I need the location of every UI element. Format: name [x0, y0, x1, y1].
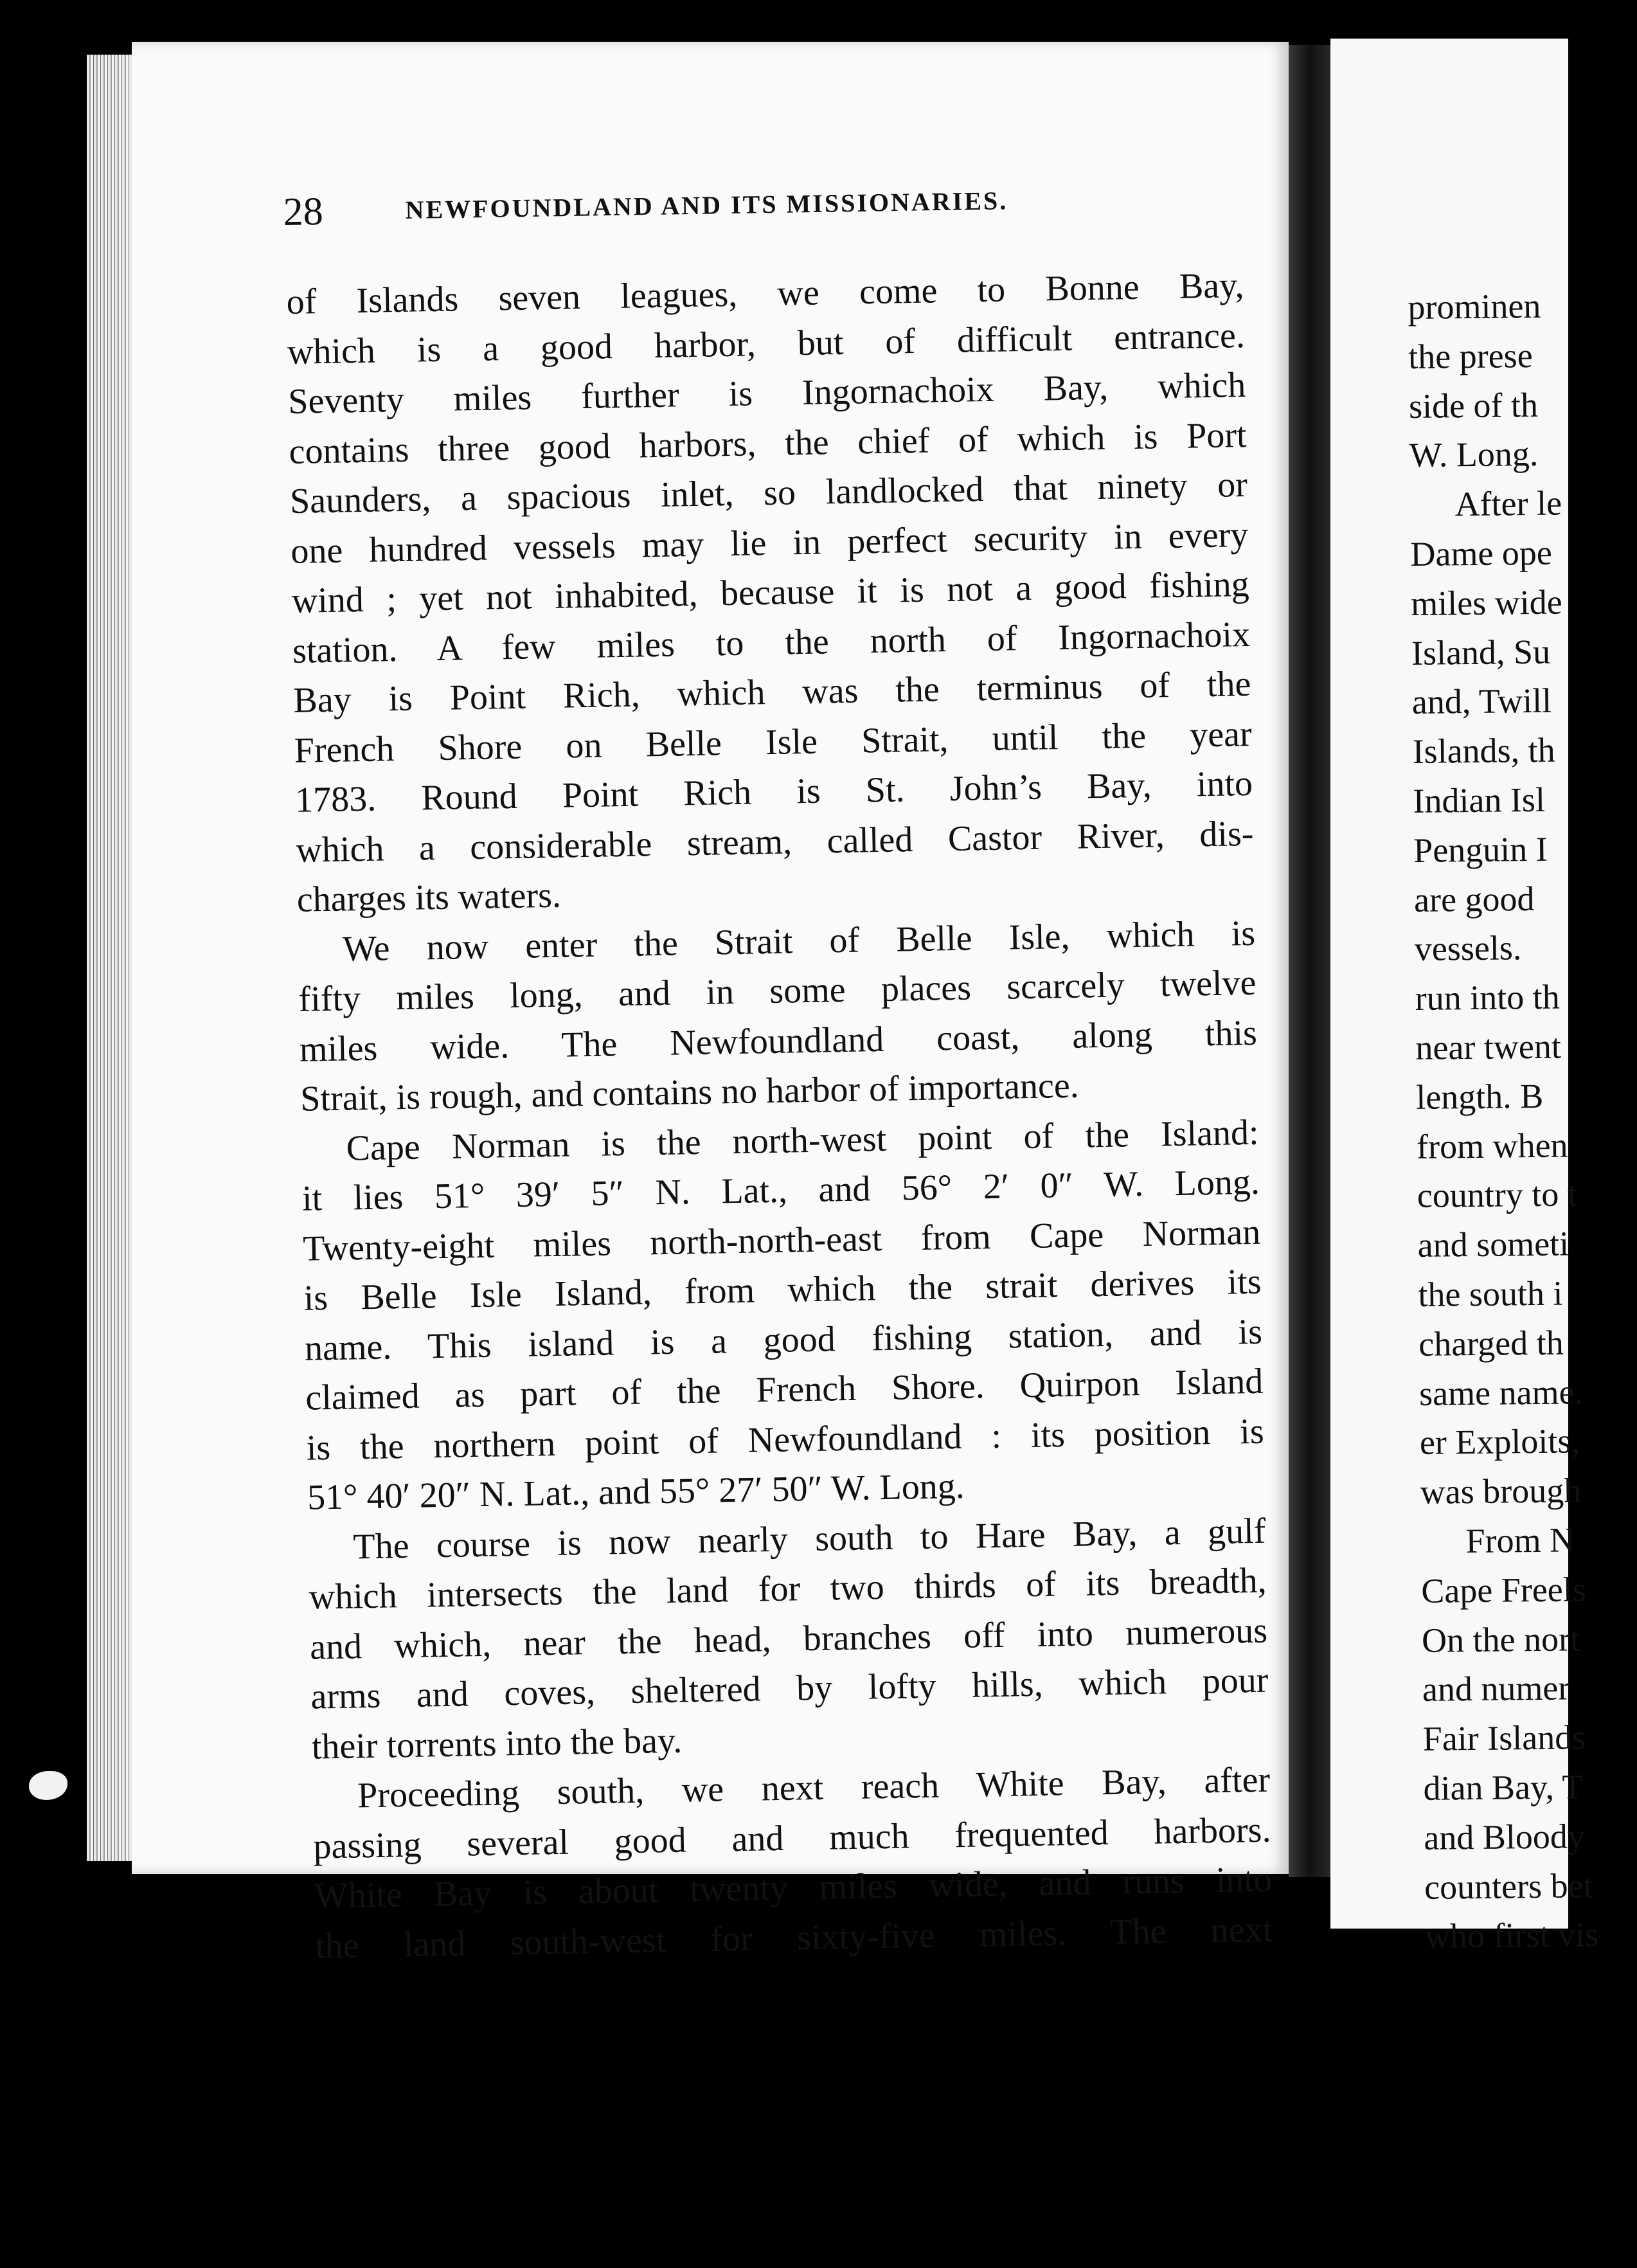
text-line: name. This island is a good fishing station, and is — [304, 1311, 1263, 1369]
right-text-line: Fair Islands — [1422, 1718, 1586, 1758]
page-number: 28 — [283, 190, 324, 234]
text-line: one hundred vessels may lie in perfect security in every — [290, 514, 1249, 572]
right-text-line: Penguin I — [1413, 829, 1548, 870]
book-page-edges — [87, 55, 138, 1861]
right-text-line: who first vis — [1424, 1915, 1599, 1956]
text-line: fifty miles long, and in some places scarcely twelve — [298, 962, 1257, 1020]
text-line: Cape Norman is the north-west point of the Island: — [346, 1112, 1259, 1169]
right-text-line: Islands, th — [1412, 730, 1555, 771]
text-line: French Shore on Belle Isle Strait, until the year — [294, 714, 1253, 771]
right-text-line: near twent — [1415, 1027, 1562, 1067]
text-line: 51° 40′ 20″ N. Lat., and 55° 27′ 50″ W. Long. — [307, 1466, 965, 1518]
left-page-text-block — [286, 261, 1273, 1972]
text-line: contains three good harbors, the chief of which is Port — [289, 415, 1248, 472]
right-text-line: side of th — [1408, 385, 1539, 426]
right-text-line: Dame ope — [1410, 533, 1553, 573]
right-text-line: W. Long. — [1409, 435, 1539, 475]
right-text-line: and someti — [1417, 1224, 1570, 1265]
right-text-line: Cape Freels — [1420, 1569, 1587, 1610]
text-line: which intersects the land for two thirds of its breadth, — [309, 1560, 1267, 1617]
right-text-line: From N — [1465, 1520, 1575, 1561]
right-text-line: length. B — [1415, 1076, 1544, 1117]
right-text-line: vessels. — [1414, 928, 1522, 969]
text-line: White Bay is about twenty miles wide, and runs into — [314, 1859, 1273, 1916]
text-line: station. A few miles to the north of Ingornachoix — [292, 614, 1251, 671]
text-line: The course is now nearly south to Hare Bay, a gulf — [352, 1511, 1266, 1567]
text-line: wind ; yet not inhabited, because it is not a good fishing — [291, 564, 1250, 621]
text-line: is Belle Isle Island, from which the strait derives its — [303, 1261, 1262, 1318]
text-line: arms and coves, sheltered by lofty hills, which pour — [310, 1660, 1269, 1717]
right-page — [1330, 39, 1599, 1956]
right-text-line: er Exploits, — [1419, 1421, 1580, 1462]
right-text-line: same name. — [1418, 1372, 1584, 1413]
text-line: Twenty-eight miles north-north-east from Cape Norman — [302, 1212, 1261, 1269]
text-line: charges its waters. — [296, 875, 562, 920]
text-line: and which, near the head, branches off into numerous — [309, 1610, 1268, 1668]
right-text-line: the south i — [1418, 1274, 1563, 1314]
right-text-line: prominen — [1408, 286, 1541, 327]
right-text-line: On the nort — [1421, 1619, 1580, 1660]
right-text-line: and, Twill — [1411, 681, 1552, 722]
text-line: passing several good and much frequented harbors. — [313, 1810, 1271, 1867]
right-text-line: After le — [1454, 483, 1562, 524]
text-line: 1783. Round Point Rich is St. John’s Bay, into — [294, 763, 1253, 820]
text-line: of Islands seven leagues, we come to Bonne Bay, — [286, 265, 1244, 322]
right-text-line: Indian Isl — [1413, 780, 1546, 820]
text-line: We now enter the Strait of Belle Isle, which is — [342, 913, 1256, 969]
right-text-line: are good — [1413, 879, 1535, 919]
right-page-text-block — [1408, 281, 1637, 1961]
running-head: NEWFOUNDLAND AND ITS MISSIONARIES. — [405, 186, 1008, 225]
text-line: their torrents into the bay. — [311, 1720, 683, 1767]
text-line: is the northern point of Newfoundland : its position is — [306, 1411, 1265, 1468]
right-text-line: country to t — [1417, 1174, 1578, 1216]
text-line: Strait, is rough, and contains no harbor of importance. — [300, 1065, 1080, 1119]
text-line: the land south-west for sixty-five miles. The next — [314, 1909, 1273, 1967]
right-text-line: the prese — [1408, 336, 1533, 376]
text-line: Bay is Point Rich, which was the terminus of the — [292, 663, 1251, 721]
right-text-line: and numer — [1422, 1668, 1570, 1709]
right-text-line: was brough — [1420, 1471, 1582, 1512]
text-line: Proceeding south, we next reach White Bay, after — [357, 1760, 1271, 1816]
right-text-line: and Bloody — [1424, 1816, 1586, 1857]
text-line: Seventy miles further is Ingornachoix Bay, which — [287, 364, 1246, 422]
text-line: which is a good harbor, but of difficult entrance. — [287, 315, 1246, 372]
right-text-line: from when — [1416, 1126, 1568, 1166]
right-text-line: Island, Su — [1411, 632, 1551, 672]
right-text-line: run into th — [1415, 977, 1560, 1018]
right-text-line: charged th — [1418, 1323, 1564, 1364]
book-gutter — [1289, 45, 1334, 1877]
right-text-line: miles wide — [1410, 582, 1562, 623]
text-line: Saunders, a spacious inlet, so landlocked that ninety or — [289, 464, 1248, 521]
text-line: it lies 51° 39′ 5″ N. Lat., and 56° 2′ 0″ W. Long. — [301, 1162, 1260, 1219]
right-text-line: counters bet — [1424, 1866, 1593, 1907]
text-line: which a considerable stream, called Castor River, dis- — [296, 813, 1254, 870]
text-line: claimed as part of the French Shore. Quirpon Island — [305, 1361, 1264, 1418]
text-line: miles wide. The Newfoundland coast, along this — [299, 1013, 1258, 1070]
right-text-line: dian Bay, T — [1423, 1767, 1584, 1808]
